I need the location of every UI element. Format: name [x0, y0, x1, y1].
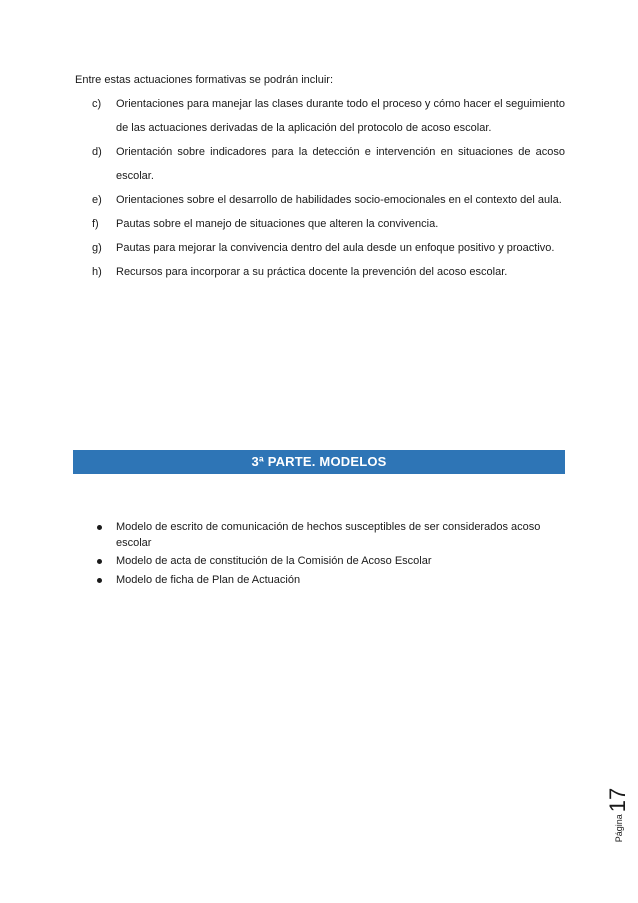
- list-item: [75, 212, 565, 236]
- list-item: [75, 188, 565, 212]
- list-item: [75, 260, 565, 284]
- list-item-text: Orientaciones para manejar las clases durante todo el proceso y cómo hacer el seguimiento de las actuaciones derivadas de la aplicación del protocolo de acoso escolar.: [116, 98, 565, 134]
- section-banner: 3ª PARTE. MODELOS: [73, 450, 565, 474]
- actions-list: [75, 92, 565, 284]
- bullet-icon: [97, 578, 102, 583]
- list-marker: g): [92, 242, 102, 254]
- list-item: [75, 520, 565, 551]
- list-marker: f): [92, 218, 99, 230]
- page-number: [606, 776, 630, 854]
- list-marker: h): [92, 266, 102, 278]
- list-marker: c): [92, 98, 102, 110]
- list-item-text: Modelo de acta de constitución de la Comisión de Acoso Escolar: [116, 555, 432, 567]
- intro-text: Entre estas actuaciones formativas se podrán incluir:: [75, 74, 334, 86]
- list-marker: e): [92, 194, 102, 206]
- bullet-icon: [97, 559, 102, 564]
- list-item-text: Pautas para mejorar la convivencia dentro del aula desde un enfoque positivo y proactivo.: [116, 242, 555, 254]
- list-marker: d): [92, 146, 102, 158]
- page-word: Página: [614, 814, 625, 843]
- list-item-text: Recursos para incorporar a su práctica docente la prevención del acoso escolar.: [116, 266, 508, 278]
- list-item: [75, 573, 565, 589]
- list-item-text: Modelo de ficha de Plan de Actuación: [116, 573, 301, 586]
- list-item-text: Orientaciones sobre el desarrollo de habilidades socio-emocionales en el contexto del aula.: [116, 194, 562, 206]
- bullet-icon: [97, 525, 102, 530]
- page-number-value: 17: [605, 787, 630, 813]
- list-item: [75, 236, 565, 260]
- list-item-text: Orientación sobre indicadores para la detección e intervención en situaciones de acoso escolar.: [116, 146, 565, 182]
- list-item-text: Pautas sobre el manejo de situaciones que alteren la convivencia.: [116, 218, 439, 230]
- models-list: [75, 520, 565, 591]
- list-item-text: Modelo de escrito de comunicación de hechos susceptibles de ser considerados acoso escolar: [116, 521, 541, 549]
- list-item: [75, 140, 565, 188]
- list-item: [75, 92, 565, 140]
- list-item: [75, 554, 565, 570]
